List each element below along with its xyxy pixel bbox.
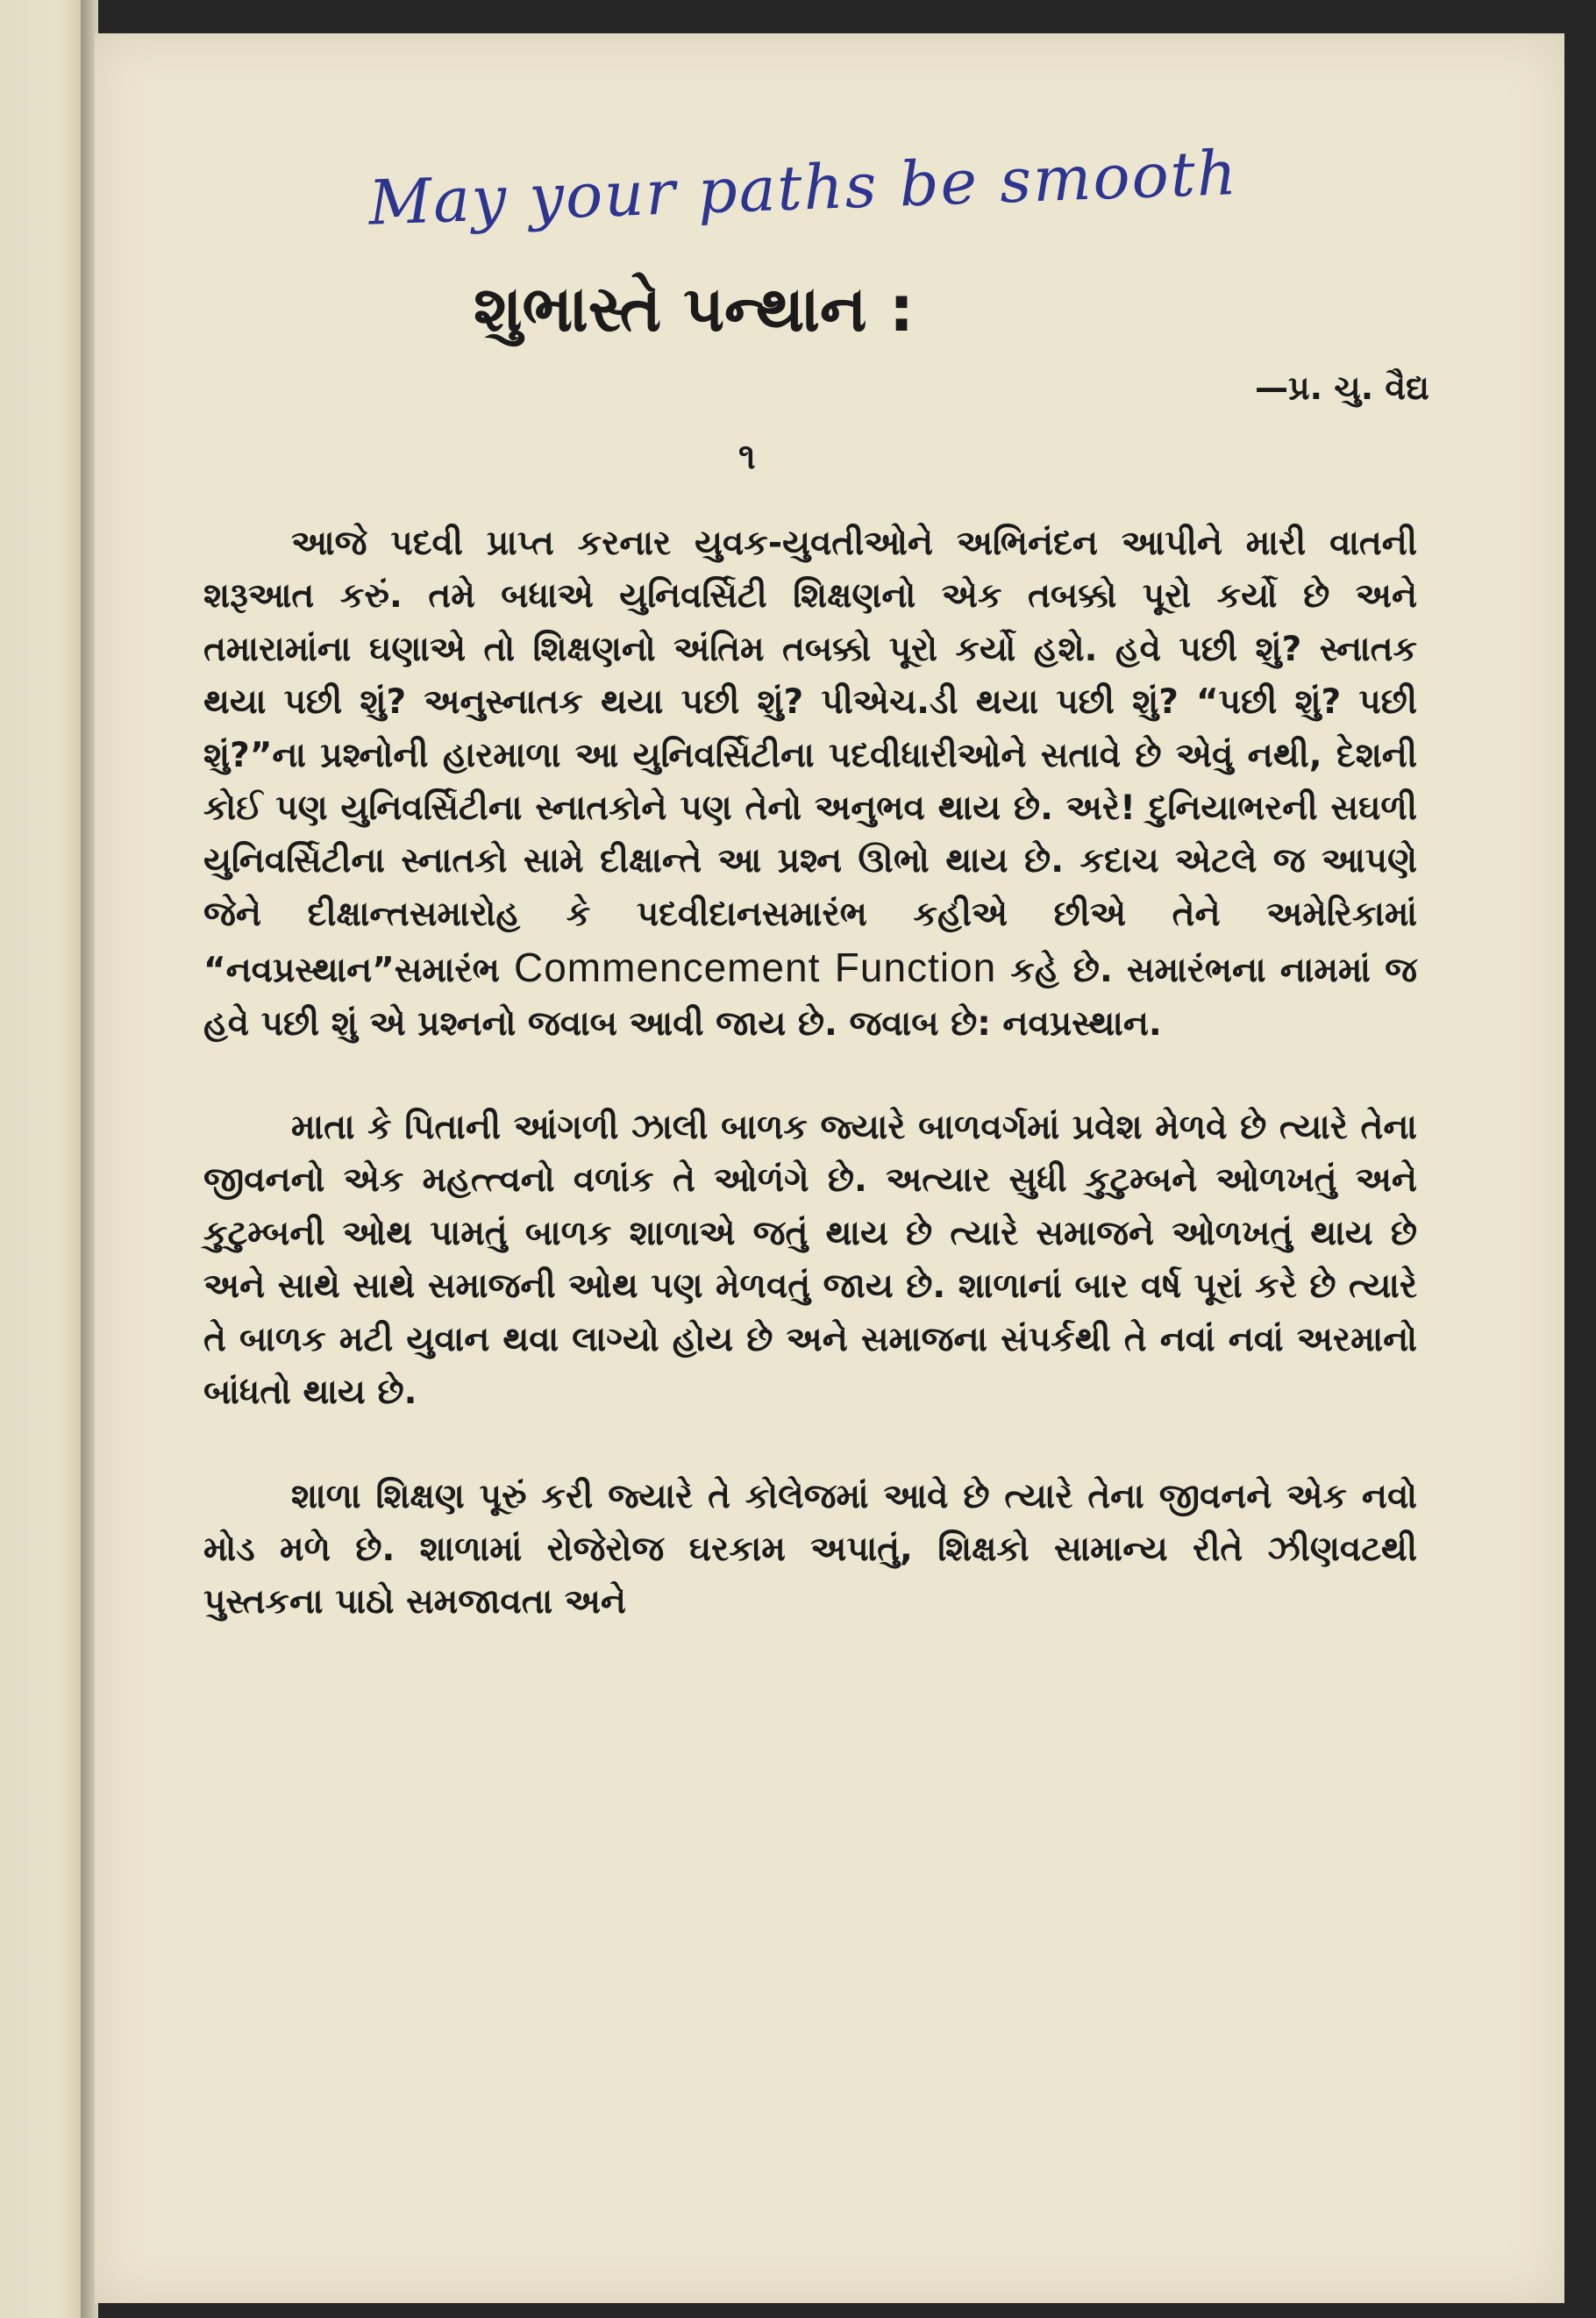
paragraph-3: શાળા શિક્ષણ પૂરું કરી જ્યારે તે કોલેજમાં આવે છે ત્યારે તેના જીવનને એક નવો મોડ મળે છે. શાળામાં રોજેરોજ ઘરકામ અપાતું, શિક્ષકો સામાન્ય રીતે ઝીણવટથી પુસ્તકના પાઠો સમજાવતા અને — [203, 1476, 1417, 1623]
body-text — [203, 517, 1417, 1630]
paragraph-1 — [203, 517, 1417, 1051]
handwritten-note: May your paths be smooth — [367, 136, 1240, 239]
paragraph-2: માતા કે પિતાની આંગળી ઝાલી બાળક જ્યારે બાળવર્ગમાં પ્રવેશ મેળવે છે ત્યારે તેના જીવનનો એક મહત્ત્વનો વળાંક તે ઓળંગે છે. અત્યાર સુધી કુટુમ્બને ઓળખતું અને કુટુમ્બની ઓથ પામતું બાળક શાળાએ જતું થાય છે ત્યારે સમાજને ઓળખતું થાય છે અને સાથે સાથે સમાજની ઓથ પણ મેળવતું જાય છે. શાળાનાં બાર વર્ષ પૂરાં કરે છે ત્યારે તે બાળક મટી યુવાન થવા લાગ્યો હોય છે અને સમાજના સંપર્કથી તે નવાં નવાં અરમાનો બાંધતો થાય છે. — [203, 1108, 1417, 1413]
section-number: ૧ — [738, 437, 756, 477]
paragraph-1-after: કહે છે. સમારંભના નામમાં જ હવે પછી શું એ પ્રશ્નનો જવાબ આવી જાય છે. જવાબ છે: નવપ્રસ્થાન. — [203, 951, 1417, 1044]
paragraph-1-latin-term: Commencement Function — [513, 945, 997, 991]
page-title: શુભાસ્તે પન્થાન : — [474, 272, 915, 346]
paragraph-1-before: આજે પદવી પ્રાપ્ત કરનાર યુવક-યુવતીઓને અભિનંદન આપીને મારી વાતની શરૂઆત કરું. તમે બધાએ યુનિવર્સિટી શિક્ષણનો એક તબક્કો પૂરો કર્યો છે અને તમારામાંના ઘણાએ તો શિક્ષણનો અંતિમ તબક્કો પૂરો કર્યો હશે. હવે પછી શું? સ્નાતક થયા પછી શું? અનુસ્નાતક થયા પછી શું? પીએચ.ડી થયા પછી શું? “પછી શું? પછી શું?”ના પ્રશ્નોની હારમાળા આ યુનિવર્સિટીના પદવીધારીઓને સતાવે છે એવું નથી, દેશની કોઈ પણ યુનિવર્સિટીના સ્નાતકોને પણ તેનો અનુભવ થાય છે. અરે! દુનિયાભરની સઘળી યુનિવર્સિટીના સ્નાતકો સામે દીક્ષાન્તે આ પ્રશ્ન ઊભો થાય છે. કદાચ એટલે જ આપણે જેને દીક્ષાન્તસમારોહ કે પદવીદાનસમારંભ કહીએ છીએ તેને અમેરિકામાં “નવપ્રસ્થાન”સમારંભ — [203, 524, 1417, 991]
previous-page-edge — [0, 0, 86, 2318]
author-byline: —પ્ર. ચુ. વૈદ્ય — [1254, 368, 1429, 407]
